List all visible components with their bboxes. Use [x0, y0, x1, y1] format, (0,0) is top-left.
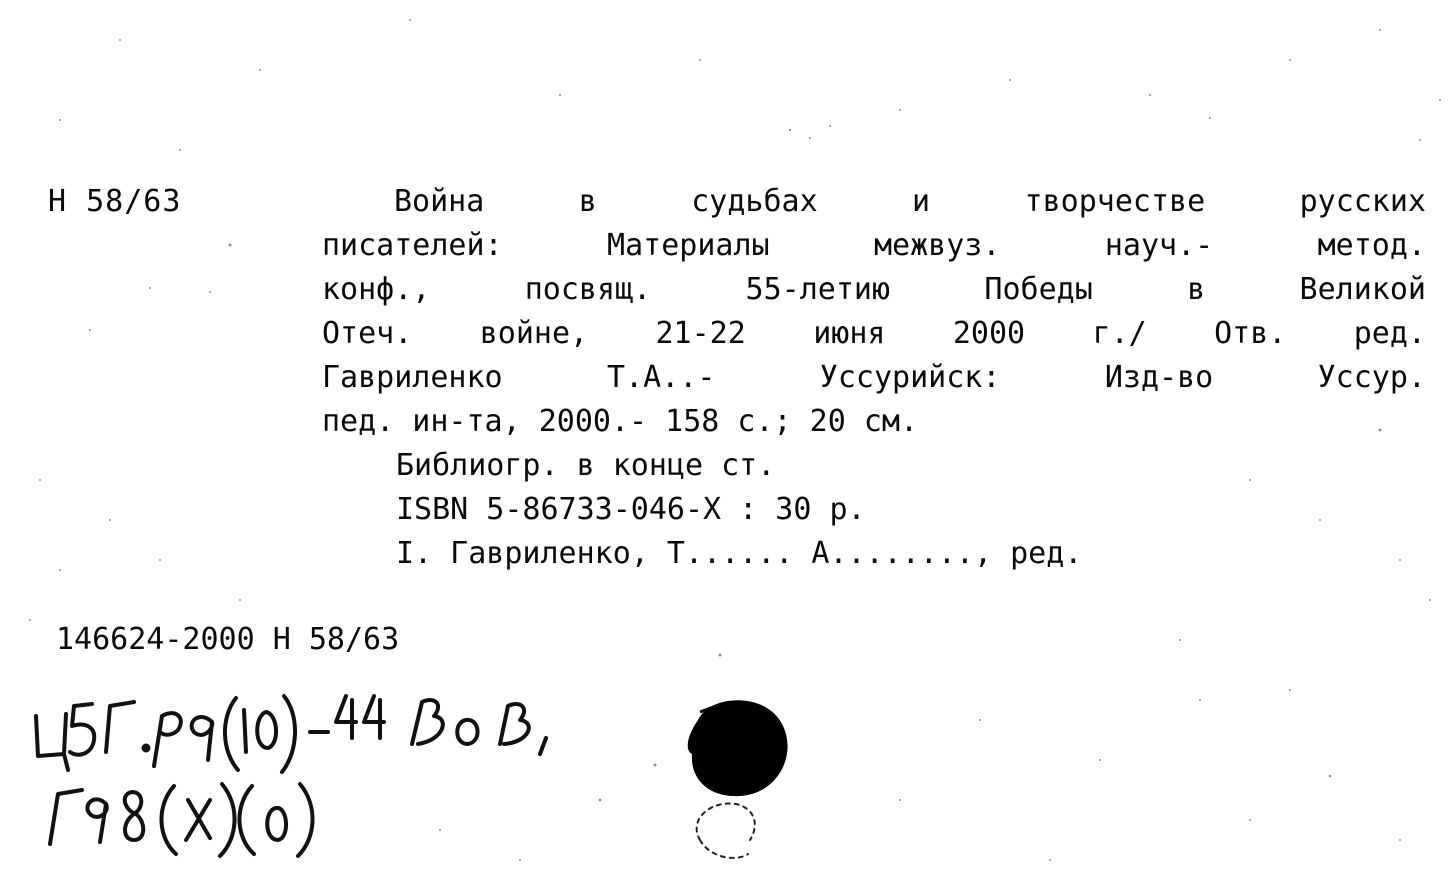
isbn-line: ISBN 5-86733-046-X : 30 р.: [396, 492, 866, 527]
notes-block: [396, 444, 1082, 576]
description-line: пед. ин-та, 2000.- 158 с.; 20 см.: [322, 404, 919, 439]
bibliographic-description: [322, 180, 1426, 444]
shelf-mark: Н 58/63: [48, 184, 182, 219]
inventory-line: 146624-2000 Н 58/63: [56, 622, 400, 657]
description-line: писателей: Материалы межвуз. науч.- метод.: [322, 228, 1426, 263]
added-entry: I. Гавриленко, Т...... А........, ред.: [396, 536, 1083, 571]
description-line: конф., посвящ. 55-летию Победы в Великой: [322, 272, 1426, 307]
description-line: Отеч. войне, 21-22 июня 2000 г./ Отв. ред.: [322, 316, 1426, 351]
description-line: Гавриленко Т.А..- Уссурийск: Изд-во Уссур.: [322, 360, 1426, 395]
bibliography-note: Библиогр. в конце ст.: [396, 448, 776, 483]
description-line: Война в судьбах и творчестве русских: [394, 184, 1426, 219]
handwritten-classification: [30, 682, 670, 862]
ink-blot-stamp: [670, 690, 800, 870]
